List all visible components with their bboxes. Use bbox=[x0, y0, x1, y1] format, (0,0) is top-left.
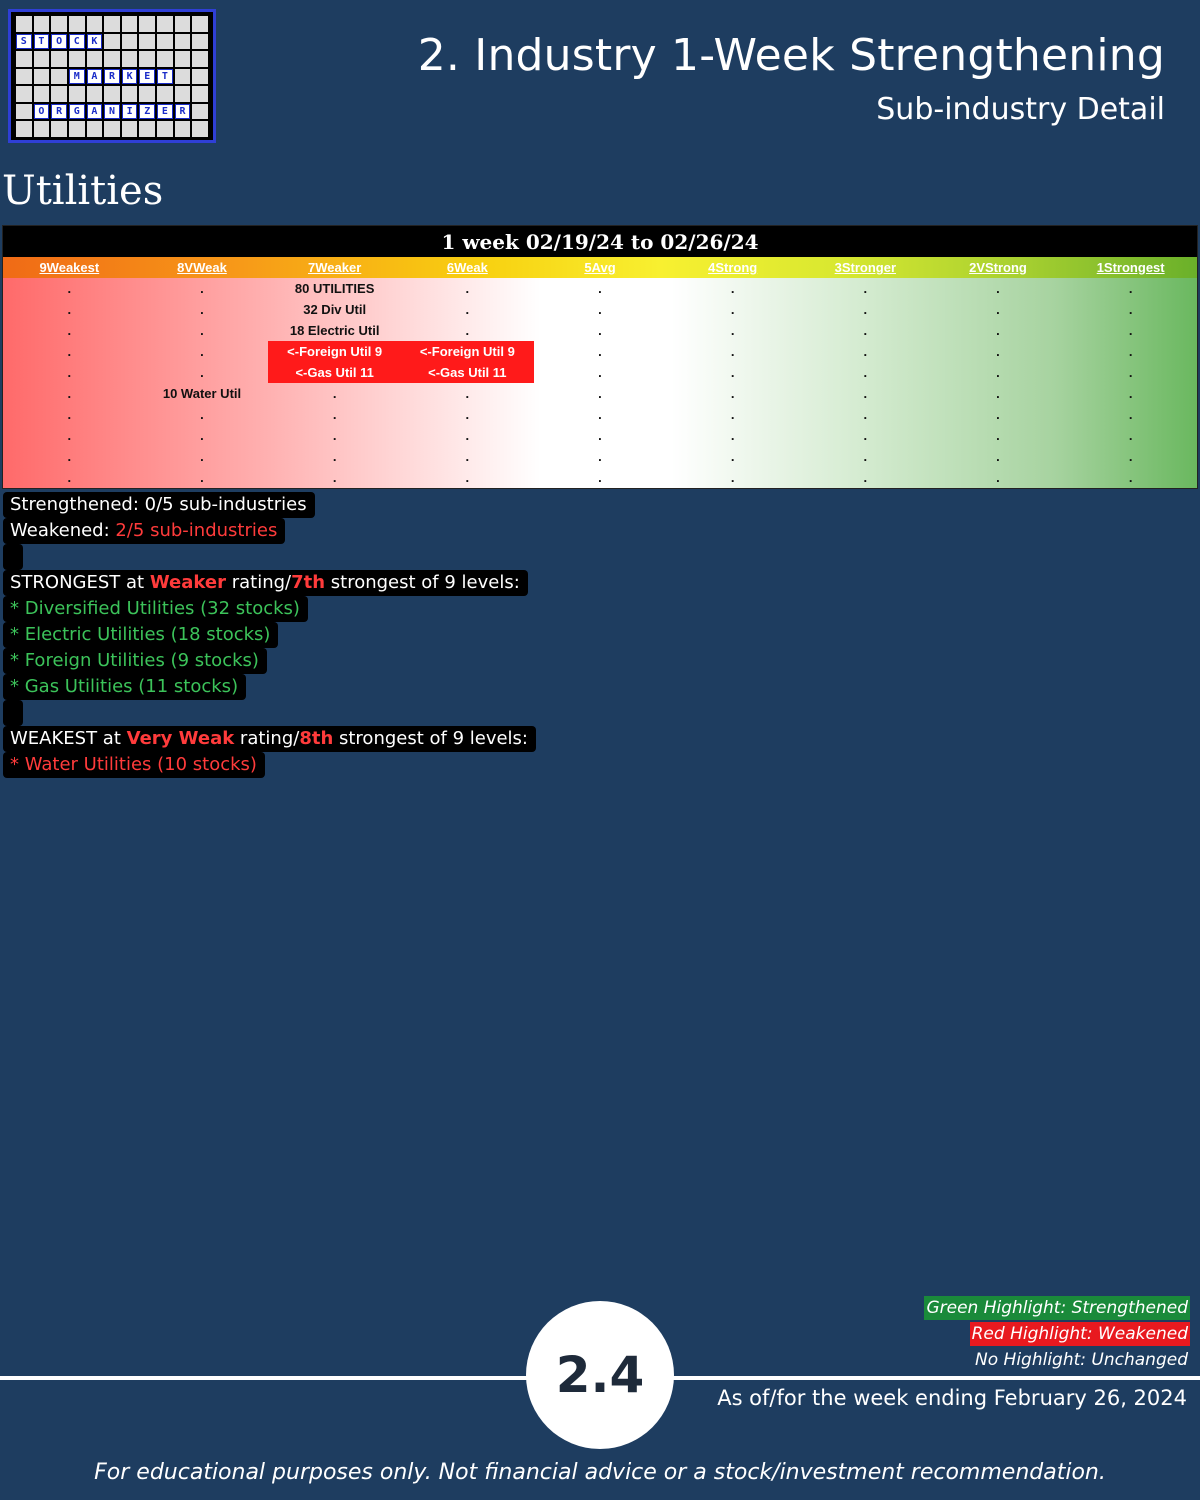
weakest-rating: Very Weak bbox=[126, 728, 235, 749]
logo-cell: G bbox=[69, 104, 85, 120]
logo-cell bbox=[122, 86, 138, 102]
spacer-line bbox=[3, 700, 23, 726]
legend bbox=[924, 1296, 1190, 1374]
column-header: 4Strong bbox=[708, 260, 758, 275]
list-item: * Water Utilities (10 stocks) bbox=[3, 752, 265, 778]
table-cell: . bbox=[1128, 365, 1133, 380]
table-cell: . bbox=[863, 281, 868, 296]
table-cell: . bbox=[730, 323, 735, 338]
table-cell: . bbox=[67, 386, 72, 401]
weakest-level: 8th bbox=[299, 728, 334, 749]
list-item: * Diversified Utilities (32 stocks) bbox=[3, 596, 308, 622]
table-cell: . bbox=[332, 470, 337, 485]
logo-cell bbox=[69, 16, 85, 32]
weakest-prefix: WEAKEST at bbox=[10, 728, 127, 749]
logo-cell bbox=[34, 121, 50, 137]
logo-cell bbox=[192, 86, 208, 102]
table-cell: . bbox=[996, 449, 1000, 464]
table-cell: . bbox=[1128, 344, 1133, 359]
table-cell: . bbox=[67, 449, 72, 464]
logo-cell: R bbox=[104, 69, 120, 85]
logo-cell: A bbox=[87, 69, 103, 85]
table-cell: . bbox=[863, 470, 868, 485]
summary-panel bbox=[3, 492, 536, 778]
weakest-heading bbox=[3, 726, 536, 752]
legend-green: Green Highlight: Strengthened bbox=[926, 1298, 1188, 1318]
logo-cell bbox=[122, 16, 138, 32]
logo-cell bbox=[69, 51, 85, 67]
logo-cell bbox=[16, 86, 32, 102]
logo-cell bbox=[192, 69, 208, 85]
page-subtitle: Sub-industry Detail bbox=[876, 92, 1165, 127]
logo-cell bbox=[34, 16, 50, 32]
list-item: * Foreign Utilities (9 stocks) bbox=[3, 648, 267, 674]
logo-cell bbox=[69, 86, 85, 102]
table-cell: . bbox=[598, 407, 602, 422]
logo-cell: I bbox=[122, 104, 138, 120]
logo-cell bbox=[175, 69, 191, 85]
logo-cell bbox=[139, 86, 155, 102]
table-cell: . bbox=[465, 323, 470, 338]
logo-grid bbox=[16, 16, 208, 136]
table-cell: . bbox=[200, 344, 204, 359]
table-cell: 80 UTILITIES bbox=[294, 281, 375, 296]
table-cell: . bbox=[1128, 281, 1133, 296]
table-cell: . bbox=[67, 470, 72, 485]
weakened-line bbox=[3, 518, 285, 544]
table-cell: . bbox=[1128, 428, 1133, 443]
column-header: 5Avg bbox=[584, 260, 616, 275]
table-cell: . bbox=[730, 344, 735, 359]
sector-title: Utilities bbox=[2, 168, 164, 214]
table-cell: <-Gas Util 11 bbox=[268, 362, 401, 383]
legend-red: Red Highlight: Weakened bbox=[971, 1324, 1188, 1344]
table-cell: . bbox=[67, 428, 72, 443]
strengthened-value: 0/5 sub-industries bbox=[144, 494, 307, 515]
table-cell: 32 Div Util bbox=[303, 302, 367, 317]
table-cell: . bbox=[200, 449, 204, 464]
logo-cell bbox=[192, 51, 208, 67]
logo-cell bbox=[16, 16, 32, 32]
table-cell: . bbox=[332, 386, 337, 401]
table-cell: . bbox=[996, 323, 1000, 338]
strongest-heading bbox=[3, 570, 528, 596]
strongest-suffix: strongest of 9 levels: bbox=[325, 572, 520, 593]
table-cell: . bbox=[996, 407, 1000, 422]
table-cell: . bbox=[598, 344, 602, 359]
logo-cell: E bbox=[157, 104, 173, 120]
table-cell: . bbox=[598, 449, 602, 464]
table-header: 1 week 02/19/24 to 02/26/24 bbox=[3, 226, 1197, 257]
column-header: 2VStrong bbox=[969, 260, 1027, 275]
table-cell: . bbox=[200, 407, 204, 422]
table-cell: . bbox=[730, 281, 735, 296]
table-body bbox=[3, 278, 1197, 488]
logo-cell: E bbox=[139, 69, 155, 85]
logo-cell bbox=[157, 16, 173, 32]
table-cell: . bbox=[200, 281, 204, 296]
logo-cell bbox=[16, 69, 32, 85]
logo-cell bbox=[34, 69, 50, 85]
table-cell: . bbox=[1128, 323, 1133, 338]
logo-cell: K bbox=[87, 34, 103, 50]
rating-table bbox=[2, 225, 1198, 489]
as-of-date: As of/for the week ending February 26, 2024 bbox=[717, 1386, 1187, 1410]
strongest-mid: rating/ bbox=[225, 572, 292, 593]
logo-cell: T bbox=[34, 34, 50, 50]
table-cell: . bbox=[465, 428, 470, 443]
strengthened-line bbox=[3, 492, 315, 518]
list-item: * Electric Utilities (18 stocks) bbox=[3, 622, 278, 648]
table-cell: . bbox=[730, 302, 735, 317]
table-cell: . bbox=[730, 428, 735, 443]
table-cell: . bbox=[730, 449, 735, 464]
table-cell: . bbox=[1128, 449, 1133, 464]
table-cell: . bbox=[1128, 302, 1133, 317]
table-cell: . bbox=[67, 365, 72, 380]
table-cell: . bbox=[863, 386, 868, 401]
logo-cell bbox=[192, 16, 208, 32]
column-header: 3Stronger bbox=[834, 260, 897, 275]
weakest-mid: rating/ bbox=[234, 728, 300, 749]
logo-cell bbox=[16, 104, 32, 120]
logo-cell bbox=[157, 34, 173, 50]
logo-cell bbox=[51, 16, 67, 32]
logo-cell bbox=[157, 86, 173, 102]
logo-cell bbox=[175, 34, 191, 50]
legend-none: No Highlight: Unchanged bbox=[975, 1350, 1188, 1370]
table-cell: . bbox=[332, 449, 337, 464]
weakest-suffix: strongest of 9 levels: bbox=[333, 728, 528, 749]
logo-cell bbox=[175, 51, 191, 67]
weakest-list bbox=[3, 752, 536, 778]
table-cell: . bbox=[996, 386, 1000, 401]
logo-cell: S bbox=[16, 34, 32, 50]
table-column-headers bbox=[3, 257, 1197, 278]
spacer-line bbox=[3, 544, 23, 570]
logo-cell bbox=[122, 121, 138, 137]
table-cell: . bbox=[598, 470, 602, 485]
logo-cell bbox=[139, 34, 155, 50]
strengthened-label: Strengthened: bbox=[10, 494, 145, 515]
column-header: 6Weak bbox=[446, 260, 488, 275]
logo-cell bbox=[175, 16, 191, 32]
table-cell: 18 Electric Util bbox=[289, 323, 380, 338]
logo-cell: A bbox=[87, 104, 103, 120]
logo-cell bbox=[104, 121, 120, 137]
table-cell: . bbox=[863, 428, 868, 443]
logo-cell bbox=[192, 104, 208, 120]
table-cell: . bbox=[200, 470, 204, 485]
table-cell: . bbox=[598, 323, 602, 338]
logo-cell: O bbox=[51, 34, 67, 50]
logo-cell bbox=[192, 34, 208, 50]
logo-cell bbox=[139, 16, 155, 32]
page-number-badge: 2.4 bbox=[526, 1301, 674, 1449]
table-cell: . bbox=[67, 407, 72, 422]
logo-cell: R bbox=[51, 104, 67, 120]
logo-cell: R bbox=[175, 104, 191, 120]
table-cell: . bbox=[200, 365, 204, 380]
logo-cell: O bbox=[34, 104, 50, 120]
logo-cell bbox=[157, 51, 173, 67]
table-cell: 10 Water Util bbox=[162, 386, 242, 401]
logo-cell: C bbox=[69, 34, 85, 50]
logo-cell bbox=[139, 51, 155, 67]
strongest-list bbox=[3, 596, 536, 700]
logo-cell bbox=[157, 121, 173, 137]
table-cell: . bbox=[863, 302, 868, 317]
table-cell: . bbox=[465, 386, 470, 401]
disclaimer: For educational purposes only. Not financial advice or a stock/investment recommendation. bbox=[94, 1460, 1106, 1485]
strongest-level: 7th bbox=[291, 572, 326, 593]
logo-cell: M bbox=[69, 69, 85, 85]
table-cell: . bbox=[67, 302, 72, 317]
column-header: 7Weaker bbox=[308, 260, 362, 275]
logo-cell bbox=[87, 121, 103, 137]
table-cell: . bbox=[465, 407, 470, 422]
table-cell: <-Foreign Util 9 bbox=[401, 341, 534, 362]
table-cell: . bbox=[863, 344, 868, 359]
table-cell: . bbox=[200, 428, 204, 443]
column-header: 1Strongest bbox=[1096, 260, 1165, 275]
logo-cell bbox=[87, 51, 103, 67]
logo-cell bbox=[192, 121, 208, 137]
logo-cell: K bbox=[122, 69, 138, 85]
column-header: 9Weakest bbox=[39, 260, 100, 275]
table-cell: . bbox=[996, 281, 1000, 296]
logo-cell bbox=[122, 34, 138, 50]
table-cell: . bbox=[863, 449, 868, 464]
table-cell: . bbox=[465, 449, 470, 464]
logo-cell bbox=[34, 51, 50, 67]
strongest-rating: Weaker bbox=[149, 572, 226, 593]
table-cell: . bbox=[1128, 407, 1133, 422]
table-grid bbox=[3, 278, 1197, 488]
logo-cell bbox=[16, 121, 32, 137]
table-cell: . bbox=[67, 281, 72, 296]
logo-cell bbox=[87, 86, 103, 102]
logo-cell bbox=[16, 51, 32, 67]
table-cell: . bbox=[465, 470, 470, 485]
logo bbox=[8, 9, 216, 143]
table-cell: . bbox=[332, 407, 337, 422]
weakened-value: 2/5 sub-industries bbox=[115, 520, 278, 541]
table-cell: . bbox=[332, 428, 337, 443]
logo-cell bbox=[104, 16, 120, 32]
table-cell: . bbox=[598, 428, 602, 443]
table-cell: . bbox=[598, 386, 602, 401]
logo-cell bbox=[139, 121, 155, 137]
logo-cell bbox=[51, 51, 67, 67]
logo-cell bbox=[122, 51, 138, 67]
table-cell: . bbox=[465, 281, 470, 296]
table-cell: . bbox=[996, 302, 1000, 317]
column-header: 8VWeak bbox=[177, 260, 227, 275]
table-cell: . bbox=[996, 365, 1000, 380]
table-cell: . bbox=[730, 470, 735, 485]
table-cell: . bbox=[67, 323, 72, 338]
logo-cell: T bbox=[157, 69, 173, 85]
table-cell: . bbox=[200, 323, 204, 338]
logo-cell bbox=[175, 121, 191, 137]
logo-cell bbox=[51, 86, 67, 102]
table-cell: . bbox=[730, 407, 735, 422]
table-cell: . bbox=[1128, 386, 1133, 401]
table-cell: . bbox=[1128, 470, 1133, 485]
logo-cell bbox=[69, 121, 85, 137]
logo-cell bbox=[87, 16, 103, 32]
weakened-label: Weakened: bbox=[10, 520, 116, 541]
strongest-prefix: STRONGEST at bbox=[10, 572, 150, 593]
table-cell: <-Foreign Util 9 bbox=[268, 341, 401, 362]
page-title: 2. Industry 1-Week Strengthening bbox=[417, 30, 1165, 81]
table-cell: . bbox=[996, 470, 1000, 485]
table-cell: . bbox=[863, 323, 868, 338]
table-cell: . bbox=[67, 344, 72, 359]
logo-cell bbox=[51, 121, 67, 137]
logo-cell: Z bbox=[139, 104, 155, 120]
logo-cell bbox=[175, 86, 191, 102]
logo-cell bbox=[104, 51, 120, 67]
table-cell: . bbox=[598, 302, 602, 317]
logo-cell bbox=[104, 86, 120, 102]
table-cell: . bbox=[200, 302, 204, 317]
table-cell: . bbox=[996, 428, 1000, 443]
table-cell: . bbox=[730, 365, 735, 380]
table-cell: . bbox=[598, 365, 602, 380]
table-cell: . bbox=[996, 344, 1000, 359]
table-cell: . bbox=[598, 281, 602, 296]
table-cell: . bbox=[730, 386, 735, 401]
logo-cell bbox=[34, 86, 50, 102]
table-cell: . bbox=[863, 365, 868, 380]
table-cell: <-Gas Util 11 bbox=[401, 362, 534, 383]
table-cell: . bbox=[465, 302, 470, 317]
table-cell: . bbox=[863, 407, 868, 422]
logo-cell: N bbox=[104, 104, 120, 120]
logo-cell bbox=[51, 69, 67, 85]
list-item: * Gas Utilities (11 stocks) bbox=[3, 674, 246, 700]
logo-cell bbox=[104, 34, 120, 50]
